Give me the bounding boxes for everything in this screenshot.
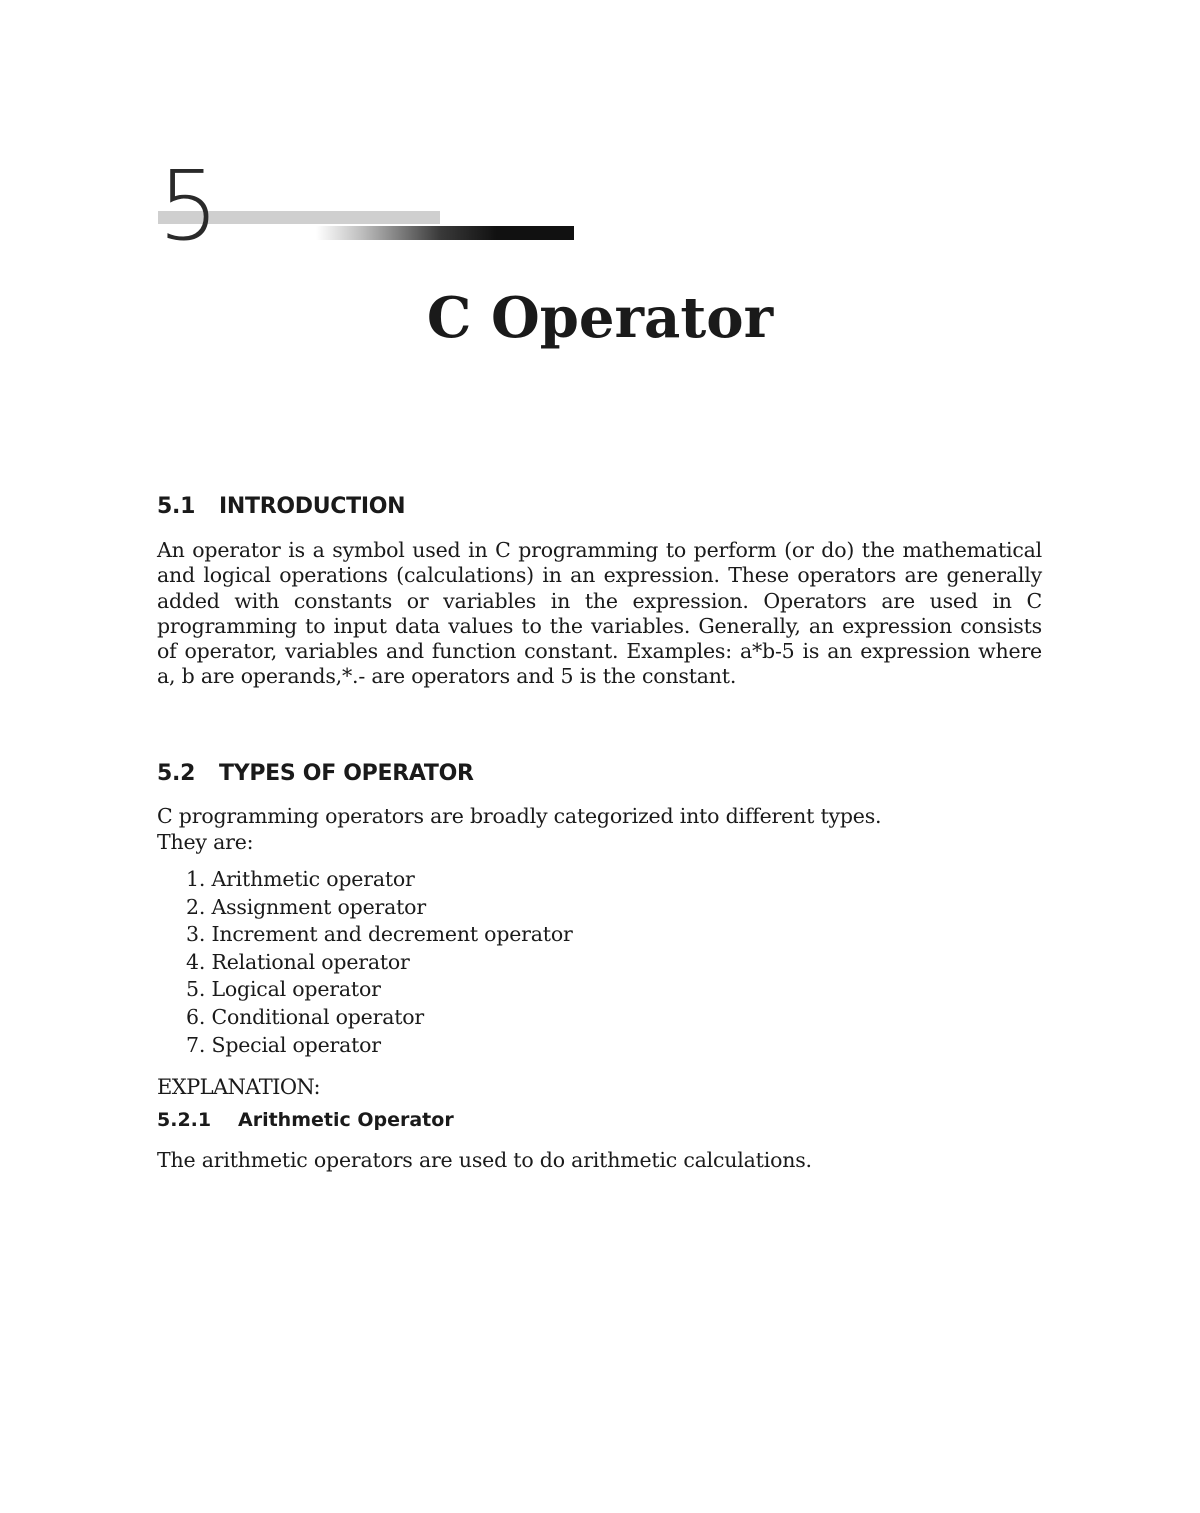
list-item: 3. Increment and decrement operator — [186, 922, 573, 947]
section-title: INTRODUCTION — [219, 494, 406, 519]
explanation-label: EXPLANATION: — [157, 1075, 320, 1099]
subsection-heading-arithmetic-operator — [157, 1109, 454, 1131]
list-item: 6. Conditional operator — [186, 1004, 425, 1029]
paragraph-line: expression. Operators are used in C programming to input data values to — [157, 588, 1042, 638]
section-title: TYPES OF OPERATOR — [219, 761, 474, 786]
paragraph-line: function constant. Examples: a*b-5 is an expression where a, b are — [157, 639, 1042, 689]
arithmetic-description: The arithmetic operators are used to do arithmetic calculations. — [157, 1148, 812, 1172]
introduction-paragraph — [157, 538, 1042, 690]
operator-types-list — [186, 866, 573, 1059]
list-item: 1. Arithmetic operator — [186, 867, 415, 891]
list-item: 2. Assignment operator — [186, 894, 426, 919]
paragraph-line: the variables. Generally, an expression consists of operator, variables and — [157, 613, 1042, 664]
section-heading-types-of-operator — [157, 761, 474, 786]
section-number: 5.1 — [157, 494, 196, 519]
paragraph-line: operands,*.- are operators and 5 is the constant. — [240, 664, 737, 689]
chapter-number: 5 — [158, 150, 220, 262]
types-intro-line: C programming operators are broadly categorized into different types. — [157, 804, 882, 828]
subsection-number: 5.2.1 — [157, 1109, 212, 1131]
chapter-decoration-dark-bar — [316, 226, 574, 240]
list-item: 5. Logical operator — [186, 977, 381, 1002]
list-item: 4. Relational operator — [186, 949, 410, 974]
paragraph-line: An operator is a symbol used in C programming to perform (or do) the — [157, 538, 895, 562]
paragraph-line: operators are generally added with constants or variables in the — [157, 563, 1042, 613]
subsection-title: Arithmetic Operator — [238, 1109, 454, 1131]
list-item: 7. Special operator — [186, 1032, 381, 1057]
paragraph-line: mathematical and logical operations (calculations) in an expression. These — [157, 538, 1043, 588]
section-heading-introduction — [157, 494, 405, 519]
chapter-title: C Operator — [426, 285, 774, 351]
types-intro-line: They are: — [157, 830, 254, 854]
section-number: 5.2 — [157, 761, 196, 786]
